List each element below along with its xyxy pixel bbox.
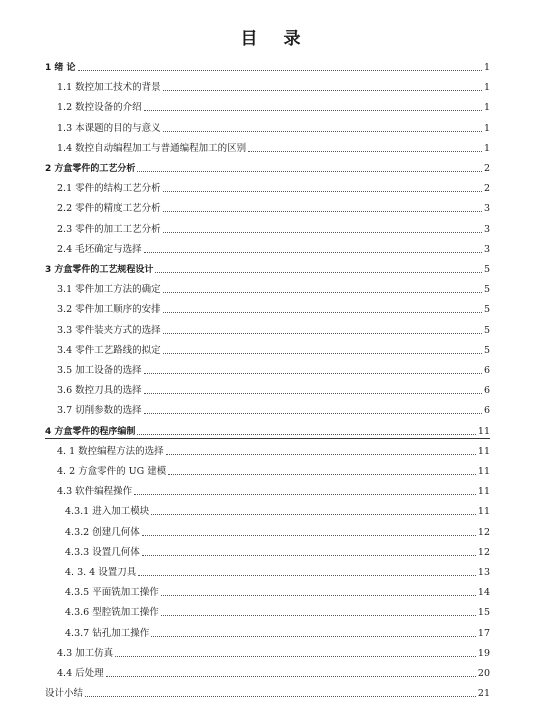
toc-entry[interactable]: [57, 242, 490, 257]
dot-leader: [134, 493, 476, 495]
toc-entry-page: 14: [477, 587, 490, 599]
toc-entry-page: 1: [483, 62, 490, 73]
toc-entry-label: 4. 1 数控编程方法的选择: [57, 445, 164, 457]
toc-entry-label: 2.1 零件的结构工艺分析: [57, 183, 161, 195]
toc-entry[interactable]: [57, 201, 490, 216]
toc-entry[interactable]: [57, 100, 490, 115]
toc-entry[interactable]: [45, 161, 490, 176]
dot-leader: [144, 412, 482, 414]
toc-entry-label: 4.3.2 创建几何体: [65, 526, 140, 538]
toc-entry-page: 20: [477, 668, 490, 679]
dot-leader: [138, 574, 476, 576]
toc-entry[interactable]: [45, 262, 490, 277]
toc-entry[interactable]: [57, 302, 490, 317]
dot-leader: [163, 291, 482, 293]
toc-entry-page: 1: [483, 82, 490, 94]
dot-leader: [163, 130, 482, 132]
toc-entry-page: 3: [483, 243, 490, 255]
toc-entry-label: 3 方盒零件的工艺规程设计: [45, 265, 154, 275]
dot-leader: [137, 170, 482, 172]
toc-entry-page: 1: [483, 102, 490, 114]
toc-entry-page: 11: [477, 425, 490, 437]
toc-entry-page: 6: [483, 405, 490, 417]
toc-entry-page: 11: [477, 506, 490, 518]
dot-leader: [155, 271, 482, 273]
toc-entry-label: 4. 3. 4 设置刀具: [65, 567, 137, 578]
toc-entry[interactable]: [57, 181, 490, 196]
toc-entry-label: 4.3.3 设置几何体: [65, 546, 140, 558]
toc-entry-page: 17: [477, 627, 490, 639]
toc-entry-page: 1: [483, 122, 490, 134]
toc-entry-label: 4 方盒零件的程序编制: [45, 426, 136, 437]
toc-entry[interactable]: [65, 605, 490, 620]
dot-leader: [163, 210, 482, 212]
toc-entry-page: 5: [483, 304, 490, 316]
dot-leader: [144, 251, 482, 253]
toc-entry[interactable]: [57, 666, 490, 681]
toc-entry[interactable]: [65, 565, 490, 580]
toc-entry-page: 19: [477, 647, 490, 659]
toc-entry-label: 4. 2 方盒零件的 UG 建模: [57, 466, 167, 477]
toc-entry[interactable]: [57, 80, 490, 95]
toc-entry[interactable]: [57, 363, 490, 378]
toc-entry-label: 4.3.5 平面铣加工操作: [65, 587, 159, 599]
toc-entry[interactable]: [65, 504, 490, 519]
toc-entry-label: 4.3.1 进入加工模块: [65, 506, 150, 518]
dot-leader: [144, 109, 482, 111]
dot-leader: [166, 453, 476, 455]
toc-entry[interactable]: [65, 545, 490, 560]
dot-leader: [163, 332, 482, 334]
toc-entry-label: 4.3 加工仿真: [57, 647, 114, 659]
toc-entry[interactable]: [57, 383, 490, 398]
toc-entry[interactable]: [65, 525, 490, 540]
dot-leader: [168, 473, 476, 475]
toc-entry[interactable]: [65, 585, 490, 600]
toc-entry-label: 设计小结: [45, 688, 84, 700]
toc-entry-label: 3.2 零件加工顺序的安排: [57, 304, 161, 316]
dot-leader: [151, 635, 476, 637]
toc-entry-label: 1.3 本课题的目的与意义: [57, 122, 161, 134]
toc-entry-page: 3: [483, 223, 490, 235]
toc-entry-page: 21: [477, 688, 490, 700]
toc-entry[interactable]: [45, 686, 490, 701]
toc-entry-page: 3: [483, 203, 490, 215]
toc-entry[interactable]: [57, 484, 490, 499]
toc-entry[interactable]: [45, 424, 490, 439]
toc-entry-page: 6: [483, 385, 490, 397]
toc-entry[interactable]: [57, 444, 490, 459]
toc-entry-page: 6: [483, 365, 490, 376]
toc-entry-page: 5: [483, 264, 490, 275]
toc-entry-label: 2.2 零件的精度工艺分析: [57, 203, 161, 215]
toc-entry-label: 1.1 数控加工技术的背景: [57, 82, 161, 94]
toc-entry-label: 3.4 零件工艺路线的拟定: [57, 344, 161, 356]
dot-leader: [85, 695, 476, 697]
toc-entry[interactable]: [57, 222, 490, 237]
dot-leader: [163, 352, 482, 354]
toc-entry-label: 1.2 数控设备的介绍: [57, 102, 142, 114]
dot-leader: [161, 614, 476, 616]
toc-entry[interactable]: [57, 141, 490, 156]
dot-leader: [115, 655, 476, 657]
toc-entry-label: 1.4 数控自动编程加工与普通编程加工的区别: [57, 142, 247, 154]
toc-entry-page: 2: [483, 183, 490, 195]
toc-entry[interactable]: [57, 343, 490, 358]
toc-entry-page: 11: [477, 466, 490, 477]
dot-leader: [151, 513, 476, 515]
toc-entry-page: 5: [483, 284, 490, 296]
toc-entry[interactable]: [57, 323, 490, 338]
toc-entry[interactable]: [57, 403, 490, 418]
toc-entry-label: 3.6 数控刀具的选择: [57, 385, 142, 397]
toc-entry-label: 3.7 切削参数的选择: [57, 405, 142, 417]
toc-entry-label: 3.5 加工设备的选择: [57, 365, 142, 376]
toc-entry-label: 3.1 零件加工方法的确定: [57, 284, 161, 296]
dot-leader: [163, 311, 482, 313]
dot-leader: [137, 433, 476, 435]
toc-entry-label: 2 方盒零件的工艺分析: [45, 164, 136, 174]
toc-entry[interactable]: [57, 282, 490, 297]
toc-entry-page: 11: [477, 486, 490, 498]
dot-leader: [163, 89, 482, 91]
toc-entry-label: 4.4 后处理: [57, 668, 104, 679]
toc-entry-page: 13: [477, 567, 490, 578]
dot-leader: [142, 554, 476, 556]
toc-entry-page: 12: [477, 546, 490, 558]
toc-entry-label: 2.3 零件的加工工艺分析: [57, 223, 161, 235]
toc-entry-page: 1: [483, 142, 490, 154]
toc-entry[interactable]: [57, 646, 490, 661]
dot-leader: [144, 392, 482, 394]
dot-leader: [161, 594, 476, 596]
dot-leader: [248, 150, 482, 152]
dot-leader: [163, 231, 482, 233]
toc-entry-label: 4.3.7 钻孔加工操作: [65, 627, 150, 639]
toc-entry[interactable]: [45, 60, 490, 75]
dot-leader: [106, 675, 476, 677]
toc-entry-label: 4.3 软件编程操作: [57, 486, 133, 498]
toc-entry-page: 12: [477, 526, 490, 538]
toc-entry[interactable]: [57, 464, 490, 479]
dot-leader: [142, 534, 476, 536]
dot-leader: [163, 190, 482, 192]
dot-leader: [144, 372, 482, 374]
toc-entry-page: 15: [477, 607, 490, 619]
dot-leader: [78, 69, 482, 71]
toc-entry-label: 3.3 零件装夹方式的选择: [57, 324, 161, 336]
toc-entry-label: 2.4 毛坯确定与选择: [57, 243, 142, 255]
toc-entry-label: 1 绪 论: [45, 63, 76, 73]
toc-entry-label: 4.3.6 型腔铣加工操作: [65, 607, 159, 619]
toc-entry-page: 5: [483, 344, 490, 356]
toc-entry-page: 2: [483, 163, 490, 174]
toc-entry-page: 5: [483, 324, 490, 336]
toc-entry-page: 11: [477, 445, 490, 457]
page-title: 目 录: [240, 29, 311, 49]
toc-entry[interactable]: [65, 626, 490, 641]
toc-entry[interactable]: [57, 121, 490, 136]
